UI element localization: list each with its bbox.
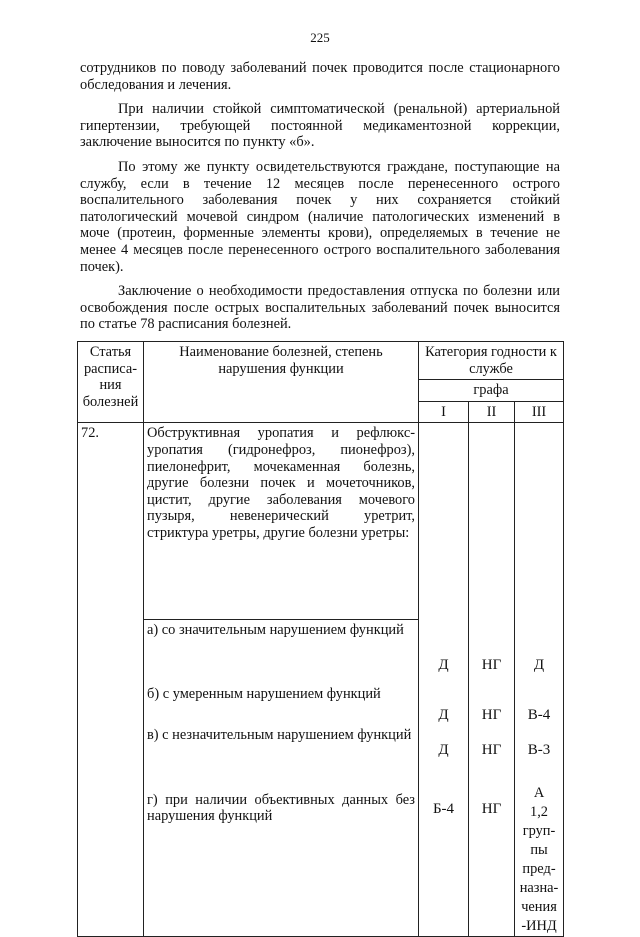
table-row bbox=[78, 423, 564, 619]
body-text bbox=[80, 60, 560, 341]
grade-col-1 bbox=[419, 423, 469, 937]
paragraph: Заключение о необходимости предоставления отпуска по болезни или освобождения после острых воспалительных заболеваний почек выносится по статье 78 расписания болезней. bbox=[80, 283, 560, 333]
paragraph: По этому же пункту освидетельствуются граждане, поступающие на службу, если в течение 12 месяцев после перенесенного острого воспалительного заболевания почек у них сохраняется стойкий патологический мочевой синдром (наличие патологических изменений в моче (протеин, форменные элементы крови), определяемых в течение не менее 4 месяцев после перенесенного острого воспалительного заболевания почек). bbox=[80, 158, 560, 275]
header-category: Категория годности к службе bbox=[419, 342, 564, 380]
grade-col-2 bbox=[469, 423, 515, 937]
subitem-a: а) со значительным нарушением функций bbox=[147, 621, 404, 638]
diseases-table bbox=[77, 341, 564, 937]
grade-c2: НГ bbox=[481, 741, 502, 758]
header-article: Статья расписа-ния болезней bbox=[78, 342, 144, 423]
grade-a2: НГ bbox=[481, 657, 502, 674]
grade-b2: НГ bbox=[481, 706, 502, 723]
grade-b1: Д bbox=[438, 706, 449, 723]
grade-d2: НГ bbox=[481, 801, 502, 818]
article-description: Обструктивная уропатия и рефлюкс-уропатия (гидронефроз, пионефроз), пиелонефрит, мочекаменная болезнь, другие болезни почек и мочеточников, цистит, другие заболевания мочевого пузыря, невенерический уретрит, стриктура уретры, другие болезни уретры: bbox=[144, 423, 419, 619]
grade-d1: Б-4 bbox=[432, 801, 455, 818]
header-col-1: I bbox=[419, 401, 469, 423]
grade-a3: Д bbox=[533, 657, 545, 674]
grade-b3: В-4 bbox=[527, 706, 551, 723]
header-name: Наименование болезней, степень нарушения функции bbox=[144, 342, 419, 423]
grade-c3: В-3 bbox=[527, 741, 551, 758]
paragraph: При наличии стойкой симптоматической (ренальной) артериальной гипертензии, требующей постоянной медикаментозной коррекции, заключение выносится по пункту «б». bbox=[80, 101, 560, 151]
paragraph: сотрудников по поводу заболеваний почек проводится после стационарного обследования и лечения. bbox=[80, 60, 560, 93]
grade-col-3 bbox=[515, 423, 564, 937]
subitem-d: г) при наличии объективных данных без нарушения функций bbox=[147, 791, 415, 825]
header-col-3: III bbox=[515, 401, 564, 423]
header-col-2: II bbox=[469, 401, 515, 423]
grade-d3: А 1,2 груп- пы пред- назна- чения -ИНД bbox=[519, 785, 559, 935]
article-number: 72. bbox=[78, 423, 144, 937]
header-column-group: графа bbox=[419, 380, 564, 402]
subitem-c: в) с незначительным нарушением функций bbox=[147, 727, 412, 744]
grade-c1: Д bbox=[438, 741, 449, 758]
table-header-row bbox=[78, 342, 564, 380]
page-number: 225 bbox=[310, 30, 330, 45]
grade-a1: Д bbox=[438, 657, 449, 674]
subitem-b: б) с умеренным нарушением функций bbox=[147, 686, 381, 703]
